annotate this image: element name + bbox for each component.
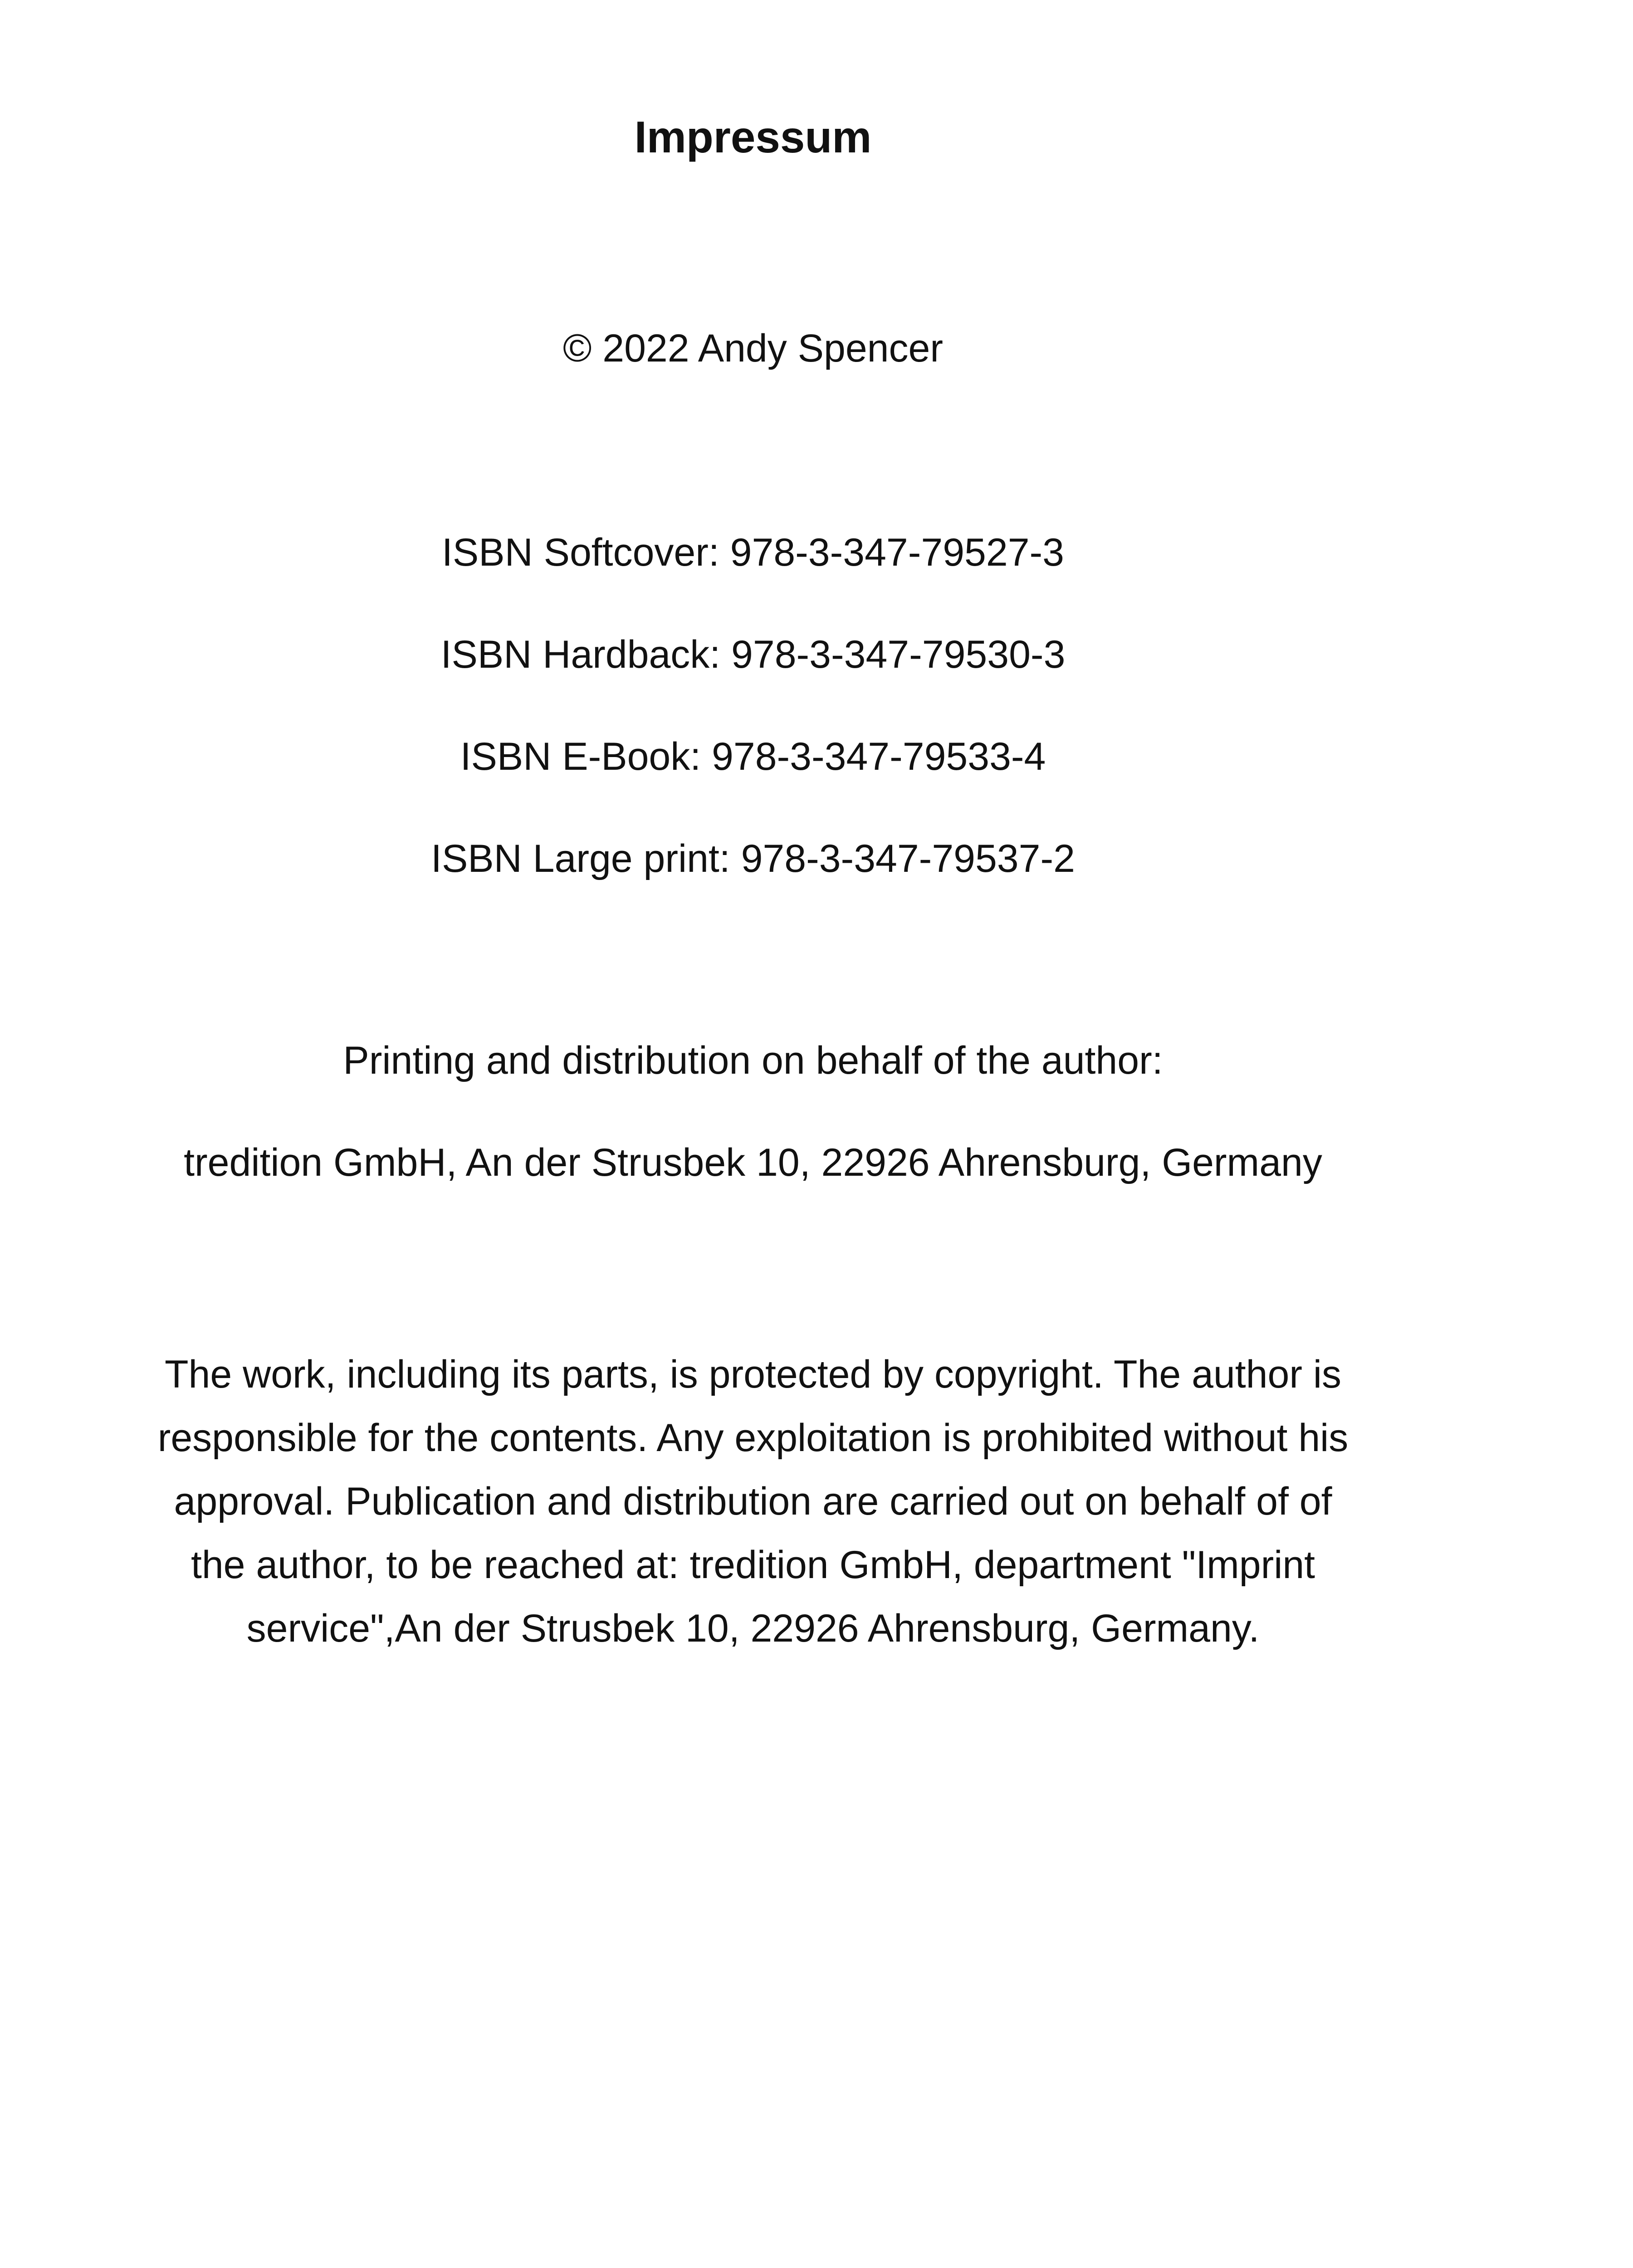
publisher-address: tredition GmbH, An der Strusbek 10, 22926 Ahrensburg, Germany [184,1141,1322,1184]
isbn-large-print: ISBN Large print: 978-3-347-79537-2 [431,837,1075,880]
isbn-hardback: ISBN Hardback: 978-3-347-79530-3 [440,633,1066,676]
notice-line: service",An der Strusbek 10, 22926 Ahrensburg, Germany. [246,1607,1260,1650]
notice-line: responsible for the contents. Any exploitation is prohibited without his [157,1416,1349,1460]
copyright-notice [0,1343,1506,1660]
copyright-line: © 2022 Andy Spencer [563,327,943,370]
isbn-ebook: ISBN E-Book: 978-3-347-79533-4 [460,735,1046,778]
notice-line: The work, including its parts, is protected by copyright. The author is [165,1353,1341,1396]
notice-line: the author, to be reached at: tredition GmbH, department "Imprint [191,1543,1315,1587]
page-title: Impressum [634,112,872,162]
isbn-softcover: ISBN Softcover: 978-3-347-79527-3 [441,531,1064,574]
notice-line: approval. Publication and distribution are carried out on behalf of of [174,1480,1332,1523]
printing-distribution-label: Printing and distribution on behalf of the author: [343,1039,1163,1082]
